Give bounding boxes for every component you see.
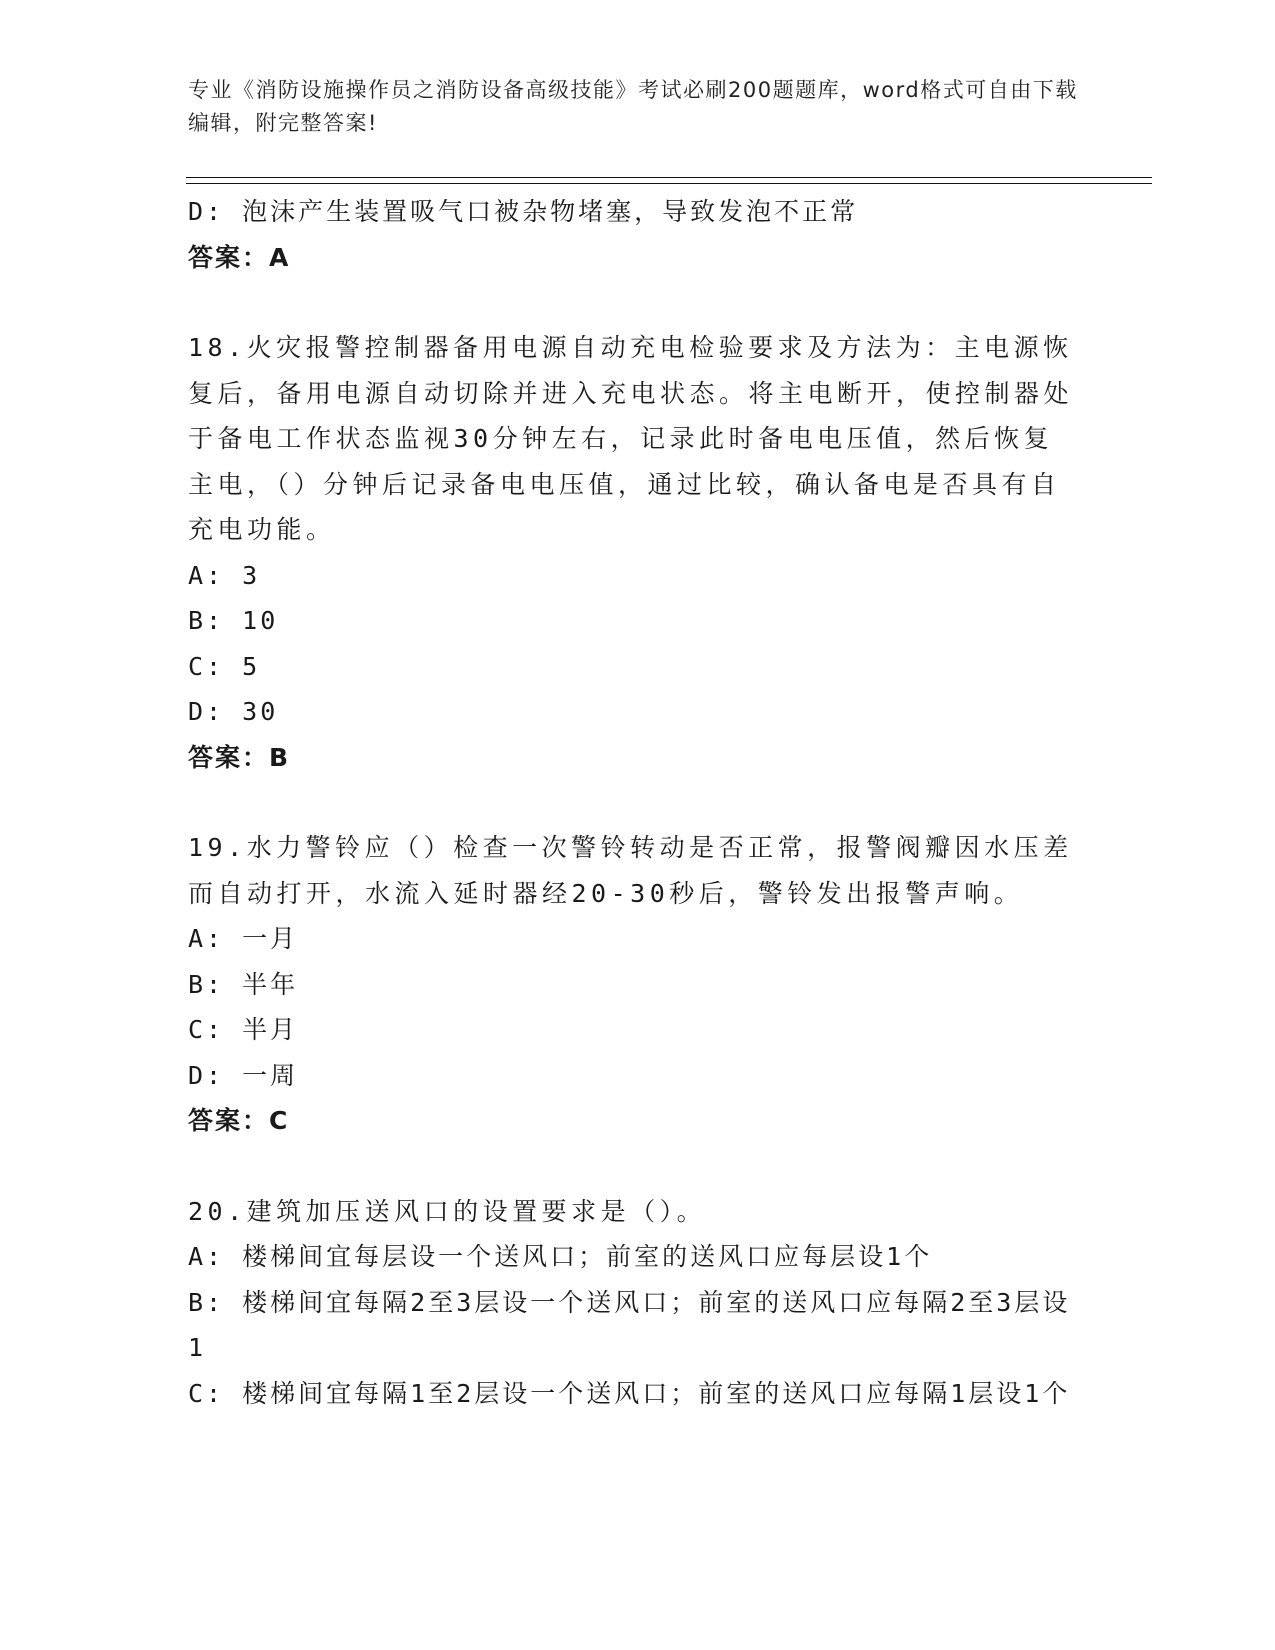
option-a: A: 一月 [188,924,299,953]
question-stem: 20.建筑加压送风口的设置要求是（）。 [188,1196,707,1226]
question-20 [188,1189,1078,1417]
answer-line: 答案：C [188,1106,290,1135]
question-19 [188,825,1078,1144]
document-header: 专业《消防设施操作员之消防设备高级技能》考试必刷200题题库，word格式可自由下载编辑，附完整答案! [188,78,1078,135]
option-c: C: 半月 [188,1015,299,1044]
question-stem: 19.水力警铃应（）检查一次警铃转动是否正常，报警阀瓣因水压差而自动打开，水流入延时器经20-30秒后，警铃发出报警声响。 [188,833,1073,908]
question-18 [188,325,1078,780]
option-d: D: 一周 [188,1060,299,1090]
header-rule-bottom [186,183,1152,184]
document-body [188,189,1078,1416]
answer-line: 答案：B [188,742,291,772]
answer-line: 答案：A [188,242,291,272]
option-d: D: 30 [188,697,279,726]
option-a: A: 楼梯间宜每层设一个送风口；前室的送风口应每层设1个 [188,1242,933,1271]
option-b: B: 10 [188,606,279,635]
header-rule-top [186,177,1152,178]
carryover-question [188,189,1078,280]
option-b: B: 楼梯间宜每隔2至3层设一个送风口；前室的送风口应每隔2至3层设1 [188,1287,1071,1362]
question-stem: 18.火灾报警控制器备用电源自动充电检验要求及方法为：主电源恢复后，备用电源自动切除并进入充电状态。将主电断开，使控制器处于备电工作状态监视30分钟左右，记录此时备电电压值，然后恢复主电，（）分钟后记录备电电压值，通过比较，确认备电是否具有自充电功能。 [188,333,1074,544]
option-a: A: 3 [188,560,261,590]
option-c: C: 5 [188,651,261,681]
option-b: B: 半年 [188,969,299,999]
option-c: C: 楼梯间宜每隔1至2层设一个送风口；前室的送风口应每隔1层设1个 [188,1378,1071,1408]
option-d: D: 泡沫产生装置吸气口被杂物堵塞，导致发泡不正常 [188,197,859,226]
